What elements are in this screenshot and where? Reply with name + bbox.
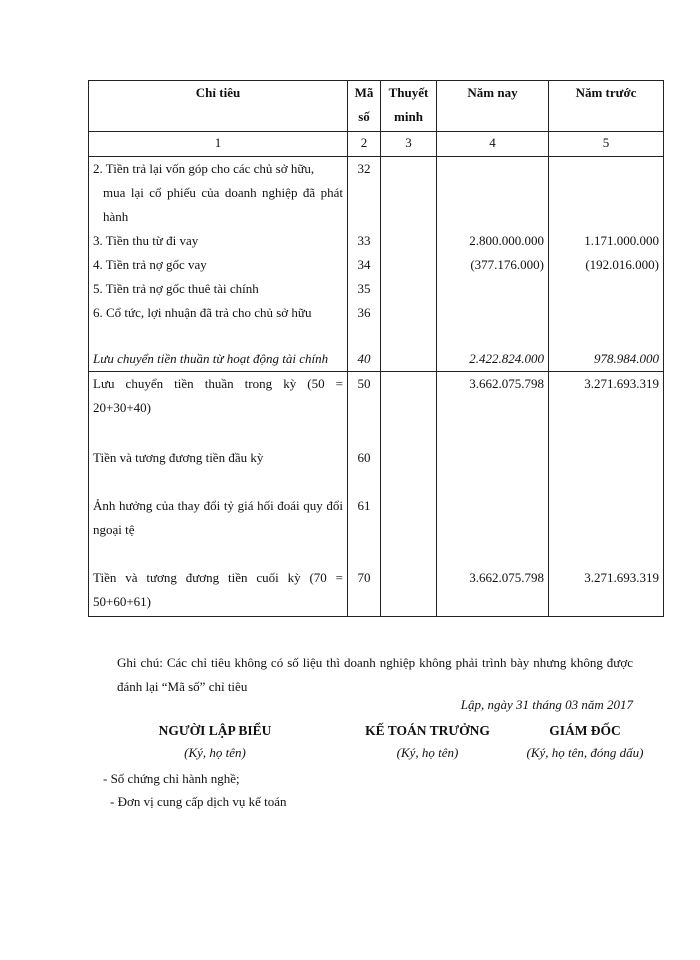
table-header-row xyxy=(89,81,664,132)
row-code: 60 xyxy=(348,446,381,494)
date-line: Lập, ngày 31 tháng 03 năm 2017 xyxy=(460,697,633,712)
row-code: 32 xyxy=(348,157,381,230)
footer-service-provider: - Đơn vị cung cấp dịch vụ kế toán xyxy=(110,794,287,809)
row-code: 61 xyxy=(348,494,381,566)
row-code: 50 xyxy=(348,372,381,447)
row-previous: 3.271.693.319 xyxy=(549,566,664,617)
table-row xyxy=(89,372,664,447)
table-row xyxy=(89,229,664,253)
header-nam-nay: Năm nay xyxy=(437,81,549,132)
table-row xyxy=(89,157,664,230)
signature-sub: (Ký, họ tên, đóng dấu) xyxy=(526,745,644,760)
row-previous: 3.271.693.319 xyxy=(549,372,664,447)
col-num-3: 3 xyxy=(381,132,437,157)
signature-title: NGƯỜI LẬP BIỂU xyxy=(158,723,272,738)
row-current: 3.662.075.798 xyxy=(437,566,549,617)
row-current: 2.800.000.000 xyxy=(437,229,549,253)
row-previous: 978.984.000 xyxy=(549,325,664,372)
row-label: 2. Tiền trả lại vốn góp cho các chủ sở hữu, mua lại cổ phiếu của doanh nghiệp đã phát hành xyxy=(89,157,348,230)
row-code: 70 xyxy=(348,566,381,617)
row-current: (377.176.000) xyxy=(437,253,549,277)
header-ma-so: Mã số xyxy=(348,81,381,132)
table-row xyxy=(89,446,664,494)
header-chi-tieu: Chỉ tiêu xyxy=(89,81,348,132)
signature-director xyxy=(505,720,665,764)
table-row xyxy=(89,301,664,325)
header-nam-truoc: Năm trước xyxy=(549,81,664,132)
row-label: Lưu chuyển tiền thuần trong kỳ (50 = 20+30+40) xyxy=(89,372,348,447)
signature-sub: (Ký, họ tên) xyxy=(396,745,459,760)
signature-preparer xyxy=(140,720,290,764)
row-label: Ảnh hưởng của thay đổi tỷ giá hối đoái quy đổi ngoại tệ xyxy=(89,494,348,566)
row-code: 36 xyxy=(348,301,381,325)
row-label: 5. Tiền trả nợ gốc thuê tài chính xyxy=(89,277,348,301)
row-previous: 1.171.000.000 xyxy=(549,229,664,253)
header-thuyet-minh: Thuyết minh xyxy=(381,81,437,132)
row-current: 2.422.824.000 xyxy=(437,325,549,372)
col-num-1: 1 xyxy=(89,132,348,157)
signature-chief-accountant xyxy=(350,720,505,764)
table-row xyxy=(89,277,664,301)
col-num-2: 2 xyxy=(348,132,381,157)
row-label: Tiền và tương đương tiền đầu kỳ xyxy=(89,446,348,494)
col-num-5: 5 xyxy=(549,132,664,157)
row-current: 3.662.075.798 xyxy=(437,372,549,447)
col-num-4: 4 xyxy=(437,132,549,157)
row-code: 34 xyxy=(348,253,381,277)
row-code: 40 xyxy=(348,325,381,372)
signature-sub: (Ký, họ tên) xyxy=(184,745,246,760)
table-row xyxy=(89,566,664,617)
row-label: 6. Cổ tức, lợi nhuận đã trả cho chủ sở hữu xyxy=(89,301,348,325)
table-row xyxy=(89,494,664,566)
row-previous: (192.016.000) xyxy=(549,253,664,277)
row-label: 4. Tiền trả nợ gốc vay xyxy=(89,253,348,277)
row-code: 33 xyxy=(348,229,381,253)
row-label: 3. Tiền thu từ đi vay xyxy=(89,229,348,253)
footer-certificate: - Số chứng chỉ hành nghề; xyxy=(103,771,240,786)
table-row xyxy=(89,325,664,372)
signature-title: KẾ TOÁN TRƯỞNG xyxy=(365,723,490,738)
row-label: Tiền và tương đương tiền cuối kỳ (70 = 50+60+61) xyxy=(89,566,348,617)
table-row xyxy=(89,253,664,277)
column-number-row xyxy=(89,132,664,157)
cash-flow-table xyxy=(88,80,664,617)
signature-title: GIÁM ĐỐC xyxy=(549,723,621,738)
row-label: Lưu chuyển tiền thuần từ hoạt động tài chính xyxy=(89,325,348,372)
row-code: 35 xyxy=(348,277,381,301)
note-text: Ghi chú: Các chỉ tiêu không có số liệu thì doanh nghiệp không phải trình bày nhưng không được đánh lại “Mã số” chỉ tiêu xyxy=(117,655,633,694)
